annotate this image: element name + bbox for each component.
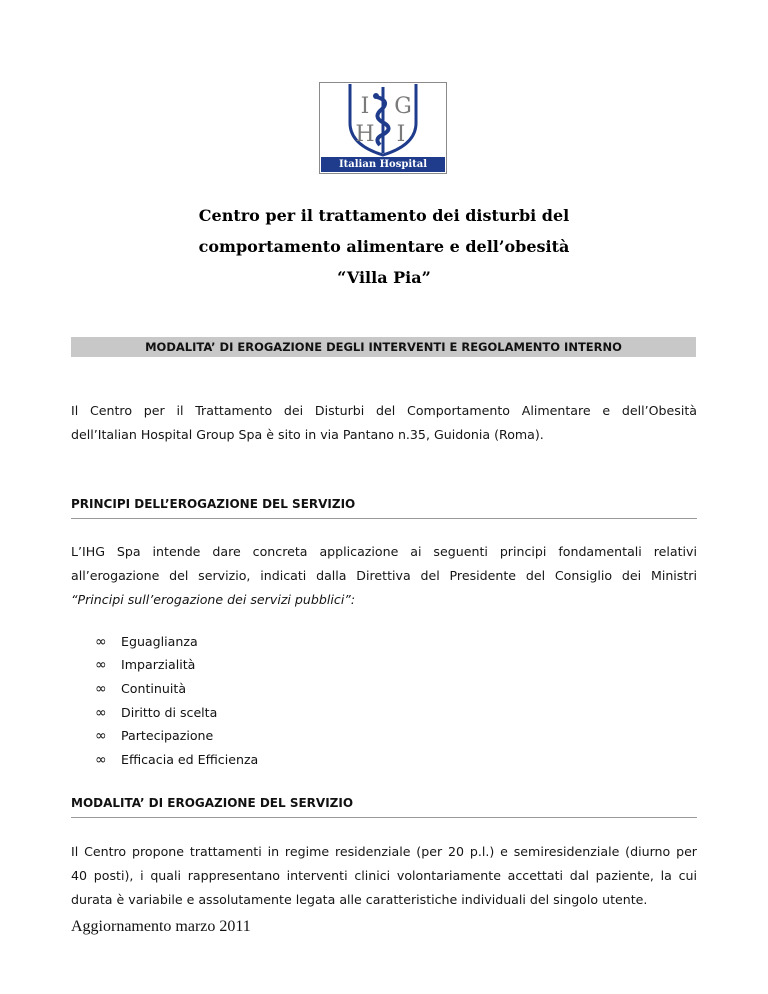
heading-modalita: MODALITA’ DI EROGAZIONE DEL SERVIZIO (71, 796, 697, 818)
title-line-2: comportamento alimentare e dell’obesità (198, 237, 570, 256)
infinity-bullet-icon: ∞ (95, 657, 107, 674)
intro-line-2: dell’Italian Hospital Group Spa è sito in via Pantano n.35, Guidonia (Roma). (71, 427, 544, 442)
principi-line-2: all’erogazione del servizio, indicati dalla Direttiva del Presidente del Consiglio dei Ministri (71, 568, 697, 583)
intro-paragraph (71, 399, 697, 447)
section-banner: MODALITA’ DI EROGAZIONE DEGLI INTERVENTI E REGOLAMENTO INTERNO (71, 337, 696, 357)
infinity-bullet-icon: ∞ (95, 633, 107, 650)
ihg-logo (319, 82, 447, 185)
modalita-line-3: durata è variabile e assolutamente legata alle caratteristiche individuali del singolo utente. (71, 892, 648, 907)
logo-letter-g: G (394, 94, 412, 119)
title-line-1: Centro per il trattamento dei disturbi del (198, 206, 570, 225)
list-item: ∞ Partecipazione (95, 728, 214, 745)
heading-principi: PRINCIPI DELL’EROGAZIONE DEL SERVIZIO (71, 497, 697, 519)
list-item: ∞ Imparzialità (95, 657, 196, 674)
list-item: ∞ Continuità (95, 680, 187, 697)
principi-line-1: L’IHG Spa intende dare concreta applicazione ai seguenti principi fondamentali relativi (71, 544, 697, 559)
logo-letter-i2: I (396, 122, 406, 147)
infinity-bullet-icon: ∞ (95, 751, 107, 768)
list-item: ∞ Efficacia ed Efficienza (95, 751, 259, 768)
logo-letter-h: H (355, 122, 375, 147)
modalita-line-2: 40 posti), i quali rappresentano interventi clinici volontariamente accettati dal paziente, la cui (71, 868, 697, 883)
infinity-bullet-icon: ∞ (95, 680, 107, 697)
list-item: ∞ Eguaglianza (95, 633, 198, 650)
principles-list (95, 630, 258, 772)
principi-paragraph (71, 540, 697, 612)
logo-caption: Italian Hospital Group (321, 157, 445, 172)
footer-update-date: Aggiornamento marzo 2011 (71, 918, 251, 935)
infinity-bullet-icon: ∞ (95, 704, 107, 721)
modalita-paragraph (71, 840, 697, 912)
modalita-line-1: Il Centro propone trattamenti in regime residenziale (per 20 p.l.) e semiresidenziale (diurno per (71, 844, 697, 859)
list-item: ∞ Diritto di scelta (95, 704, 218, 721)
principi-line-3: “Principi sull’erogazione dei servizi pubblici”: (71, 592, 356, 607)
intro-line-1: Il Centro per il Trattamento dei Disturbi del Comportamento Alimentare e dell’Obesità (71, 403, 697, 418)
logo-letter-i: I (360, 94, 370, 119)
title-line-3: “Villa Pia” (337, 268, 431, 287)
infinity-bullet-icon: ∞ (95, 728, 107, 745)
